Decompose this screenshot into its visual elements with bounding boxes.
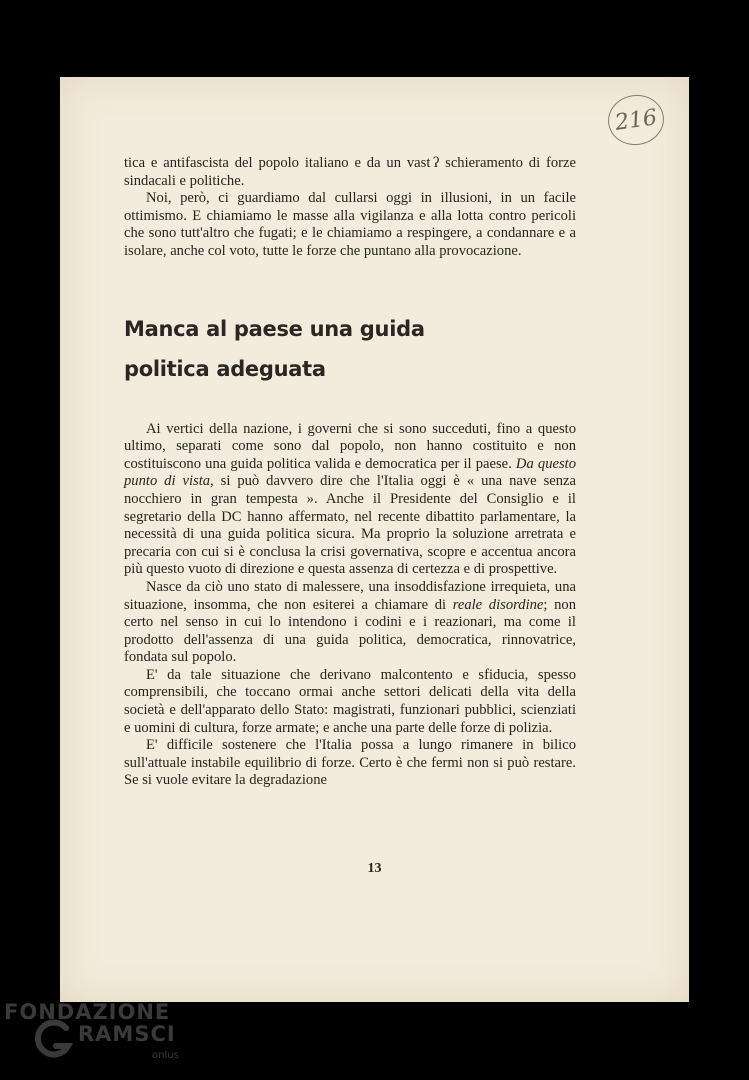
paragraph-2-part-b: ; non certo nel senso in cui lo intendono i codini e i reazionari, ma come il prodotto dell'assenza di una guida politica, democratica, rinnovatrice, fondata sul popolo.: [124, 596, 576, 666]
paragraph-1: [124, 421, 576, 579]
intro-paragraph-2: Noi, però, ci guardiamo dal cullarsi oggi in illusioni, in un facile ottimismo. E chiamiamo le masse alla vigilanza e alla lotta contro pericoli che sono tutt'altro che fugati; e le chiamiamo a respingere, a condannare e a isolare, anche col voto, tutte le forze che puntano alla provocazione.: [124, 190, 576, 259]
watermark-line-3: onlus: [152, 1050, 179, 1061]
body-text: [124, 155, 576, 790]
document-page: [60, 77, 689, 1002]
paragraph-1-part-a: Ai vertici della nazione, i governi che si sono succeduti, fino a questo ultimo, separati come sono dal popolo, non hanno costituito e non costituiscono una guida politica valida e democratica per il paese.: [124, 420, 576, 472]
paragraph-1-emphasis: Da questo punto di vista: [124, 455, 576, 490]
watermark-line-2: RAMSCI: [78, 1022, 176, 1046]
handwritten-page-number: [605, 91, 667, 148]
section-heading: [124, 309, 576, 389]
paragraph-2-part-a: Nasce da ciò uno stato di malessere, una insoddisfazione irrequieta, una situazione, insomma, che non esiterei a chiamare di: [124, 578, 576, 613]
paragraph-3: E' da tale situazione che derivano malcontento e sfiducia, spesso comprensibili, che toccano ormai anche settori delicati della vita della società e dell'apparato dello Stato: magistrati, funzionari pubblici, scienziati e uomini di cultura, forze armate; e anche una parte delle forze di polizia.: [124, 666, 576, 736]
paragraph-4: E' difficile sostenere che l'Italia possa a lungo rimanere in bilico sull'attuale instabile equilibrio di forze. Certo è che fermi non si può restare. Se si vuole evitare la degradazione: [124, 737, 576, 789]
paragraph-2-emphasis: reale disordine: [452, 596, 544, 613]
page-number: 13: [367, 861, 382, 876]
section-heading-line-2: politica adeguata: [124, 356, 326, 381]
paragraph-1-part-b: , si può davvero dire che l'Italia oggi è « una nave senza nocchiero in gran tempesta ». Anche il Presidente del Consiglio e il segretario della DC hanno affermato, nel recente dibattito parlamentare, la necessità di una guida politica sicura. Ma proprio la soluzione arretrata e precaria con cui si è conclusa la crisi governativa, scopre e accentua ancora più questo vuoto di direzione e questa assenza di certezza e di prospettive.: [124, 473, 576, 578]
handwritten-note-text: 216: [613, 104, 659, 136]
gramsci-g-logo-icon: [32, 1018, 76, 1062]
paragraph-2: [124, 579, 576, 667]
fondazione-gramsci-watermark: [4, 1000, 194, 1076]
watermark-line-1: FONDAZIONE: [4, 1000, 171, 1024]
section-heading-line-1: Manca al paese una guida: [124, 316, 425, 341]
intro-paragraph-1: tica e antifascista del popolo italiano e da un vast ʔ schieramento di forze sindacali e politiche.: [124, 155, 576, 189]
